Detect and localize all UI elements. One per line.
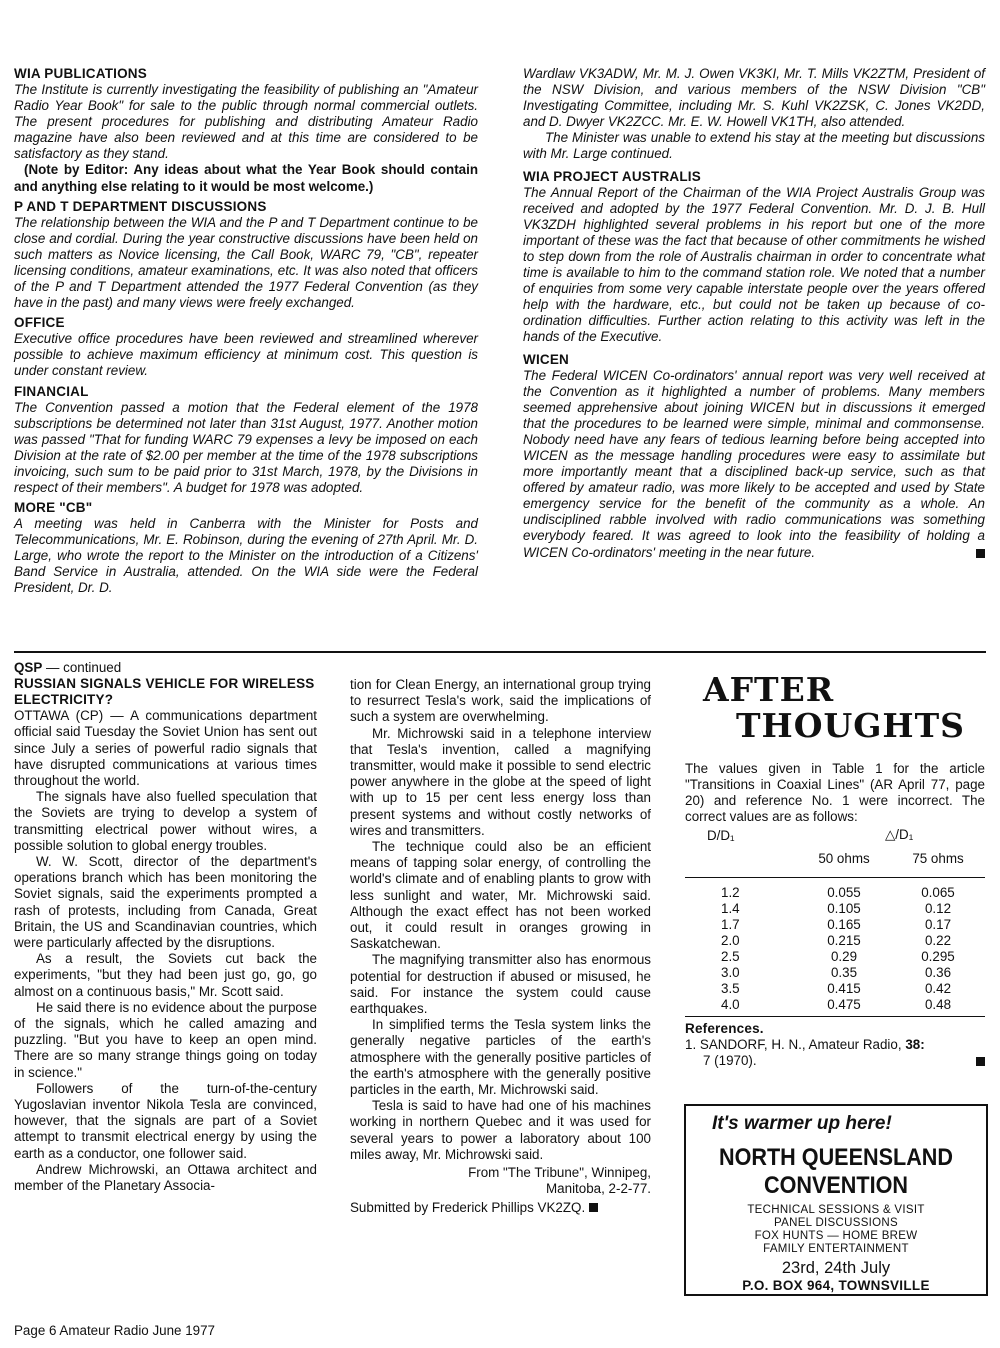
qsp-col1-paragraphs	[14, 708, 317, 1194]
ad-title-line2: CONVENTION	[763, 1172, 908, 1199]
ad-title-line1: NORTH QUEENSLAND	[718, 1144, 953, 1171]
ad-detail-2: PANEL DISCUSSIONS	[774, 1217, 898, 1229]
cell-d: 4.0	[721, 996, 740, 1012]
ref-text: SANDORF, H. N., Amateur Radio,	[699, 1037, 902, 1053]
ad-detail-3: FOX HUNTS — HOME BREW	[754, 1230, 918, 1242]
end-mark-icon	[589, 1203, 598, 1212]
cell-d: 2.5	[721, 948, 740, 964]
upper-left-column	[14, 66, 478, 597]
cell-75: 0.36	[924, 964, 952, 980]
end-mark-icon	[976, 549, 985, 558]
office-heading: OFFICE	[14, 315, 65, 331]
qsp-col2-paragraphs	[350, 677, 651, 1163]
ad-tagline: It's warmer up here!	[712, 1113, 892, 1134]
header-75: 75 ohms	[912, 851, 964, 867]
header-delta: △/D₁	[885, 827, 914, 843]
afterthoughts-title-line2: THOUGHTS	[735, 706, 965, 745]
wia-publications-heading: WIA PUBLICATIONS	[14, 66, 147, 81]
afterthoughts-title-line1: AFTER	[703, 670, 835, 709]
cell-d: 3.5	[721, 980, 740, 996]
header-d: D/D₁	[707, 827, 735, 843]
section-divider	[14, 651, 986, 653]
more-cb-body: A meeting was held in Canberra with the Minister for Posts and Telecommunications, Mr. E. Robinson, during the evening of 27th April. Mr. D. Large, who wrote the report to the Minister on the introduction of a Citizens' Band Service in Australia, attended. On the WIA side were the Federal President, Dr. D.	[14, 516, 478, 596]
values-table-body	[685, 878, 985, 1013]
more-cb-heading: MORE "CB"	[14, 500, 93, 516]
table-row	[685, 980, 985, 996]
qsp-col1-paragraph: Andrew Michrowski, an Ottawa architect and member of the Planetary Associa-	[14, 1161, 317, 1194]
upper-right-column	[523, 66, 985, 561]
qsp-col2-paragraph: The magnifying transmitter also has enormous potential for destruction if abused or misused, he said. For instance the system could cause earthquakes.	[350, 952, 651, 1017]
minister-paragraph: The Minister was unable to extend his stay at the meeting but discussions with Mr. Large continued.	[523, 130, 985, 162]
australis-heading: WIA PROJECT AUSTRALIS	[523, 168, 701, 184]
cell-50: 0.165	[827, 916, 861, 932]
financial-body: The Convention passed a motion that the Federal element of the 1978 subscriptions be determined not later than 31st August, 1977. Another motion was passed "That for funding WARC 79 expenses a levy be imposed on each Division at the rate of $2.00 per member at the time of the 1978 subscriptions invoicing, such sum to be paid prior to 31st March, 1978, by the Divisions in respect of their members". A budget for 1978 was adopted.	[14, 399, 478, 495]
header-50: 50 ohms	[818, 851, 870, 867]
reference-1-cont	[685, 1053, 985, 1069]
office-body: Executive office procedures have been reviewed and streamlined wherever possible to achieve maximum efficiency at minimum cost. This question is under constant review.	[14, 331, 478, 379]
qsp-col2-paragraph: Mr. Michrowski said in a telephone interview that Tesla's invention, called a magnifying transmitter, would make it possible to send electric power anywhere in the globe at the speed of light with up to 15 per cent less energy loss than present systems and without costly networks of wires and transmitters.	[350, 725, 651, 838]
qsp-col2-paragraph: In simplified terms the Tesla system links the generally negative particles of the earth's atmosphere with the generally positive particles of the earth's atmosphere with the generally positive particles in the earth, Mr. Michrowski said.	[350, 1017, 651, 1098]
submitted-line	[350, 1200, 651, 1216]
cell-50: 0.105	[827, 900, 861, 916]
qsp-col2-paragraph: The technique could also be an efficient means of tapping solar energy, of controlling the world's climate and of enabling plants to grow with less sunlight and water, Mr. Michrowski said. Although the exact effect has not been worked out, it could result in oranges growing in Saskatchewan.	[350, 839, 651, 952]
qsp-headline: RUSSIAN SIGNALS VEHICLE FOR WIRELESS ELECTRICITY?	[14, 676, 315, 708]
table-row	[685, 996, 985, 1012]
source-line-1: From "The Tribune", Winnipeg,	[468, 1165, 651, 1181]
qsp-label-line	[14, 660, 317, 676]
table-row	[685, 878, 985, 901]
cell-75: 0.295	[921, 948, 955, 964]
qsp-col1-paragraph: OTTAWA (CP) — A communications department official said Tuesday the Soviet Union has sent out since July a series of powerful radio signals that have disrupted communications at various times throughout the world.	[14, 708, 317, 789]
submitted-text: Submitted by Frederick Phillips VK2ZQ.	[350, 1199, 586, 1215]
australis-body: The Annual Report of the Chairman of the WIA Project Australis Group was received and adopted by the 1977 Federal Convention. Mr. D. J. B. Hull VK3ZDH highlighted several problems in his report but one of the more important of these was the fact that because of other commitments he wished to step down from the role of Australis chairman in order to concentrate what time is available to him to the command station role. We noted that a number of enquiries from some very capable interstate people over the years offered help with the hardware, etc., but could not be taken up because of co-ordination difficulties. Further action relating to this activity was left in the hands of the Executive.	[523, 184, 985, 345]
cell-d: 2.0	[721, 932, 740, 948]
references-heading: References.	[685, 1021, 764, 1037]
cell-50: 0.415	[827, 980, 861, 996]
table-row	[685, 932, 985, 948]
cell-50: 0.35	[830, 964, 858, 980]
cell-50: 0.215	[827, 932, 861, 948]
financial-heading: FINANCIAL	[14, 383, 89, 399]
qsp-column-2	[350, 677, 651, 1216]
wicen-body-text: The Federal WICEN Co-ordinators' annual report was very well received at the Convention as it highlighted a number of problems. Many members seemed apprehensive about joining WICEN but in discussions it emerged that the procedures to be learned were simple, minimal and commonsense. Nobody need have any fears of tedious learning before being accepted into WICEN as the message handling procedures were easy to assimilate but more importantly meant that a disciplined back-up service, such as that offered by amateur radio, was more likely to be accepted and used by State emergency service for the benefit of the community as a whole. An undisciplined rabble involved with radio communications was something everybody feared. It was agreed to look into the feasibility of holding a WICEN Co-ordinators' meeting in the near future.	[523, 367, 985, 560]
values-table	[685, 827, 985, 1012]
pandt-body: The relationship between the WIA and the P and T Department continue to be close and cordial. During the year constructive discussions have been held on such matters as Novice licensing, the Call Book, WARC 79, "CB", repeater licensing conditions, amateur examinations, etc. It was also noted that officers of the P and T Department attended the 1977 Federal Convention (as they have in the past) and many views were freely exchanged.	[14, 214, 478, 311]
wia-publications-body: The Institute is currently investigating the feasibility of publishing an "Amateur Radio Year Book" for sale to the public through normal commercial outlets. The present procedures for publishing and distributing Amateur Radio magazine have also been reviewed and at this time are considered to be satisfactory as they stand.	[14, 82, 478, 162]
ad-detail-1: TECHNICAL SESSIONS & VISIT	[747, 1204, 925, 1216]
ad-detail-4: FAMILY ENTERTAINMENT	[763, 1243, 909, 1255]
cell-75: 0.48	[924, 996, 952, 1012]
table-row	[685, 964, 985, 980]
qsp-label: QSP	[14, 660, 43, 675]
reference-1	[685, 1037, 985, 1053]
ref-page: 7 (1970).	[703, 1053, 757, 1069]
cell-75: 0.22	[924, 932, 952, 948]
qsp-col2-paragraph: Tesla is said to have had one of his machines working in northern Quebec and it was used for several years to power a laboratory about 100 miles away, Mr. Michrowski said.	[350, 1098, 651, 1162]
cell-50: 0.475	[827, 996, 861, 1012]
convention-advertisement	[684, 1104, 988, 1296]
cell-50: 0.29	[830, 948, 858, 964]
editor-note: (Note by Editor: Any ideas about what the Year Book should contain and anything else relating to it would be most welcome.)	[14, 162, 478, 194]
wicen-heading: WICEN	[523, 351, 569, 367]
ad-dates: 23rd, 24th July	[781, 1259, 891, 1277]
cell-d: 1.4	[721, 900, 740, 916]
cell-d: 1.7	[721, 916, 740, 932]
wicen-body	[523, 368, 985, 561]
pandt-heading: P AND T DEPARTMENT DISCUSSIONS	[14, 198, 267, 214]
cell-75: 0.42	[924, 980, 952, 996]
ref-volume: 38:	[905, 1037, 925, 1053]
table-row	[685, 948, 985, 964]
qsp-col1-paragraph: Followers of the turn-of-the-century Yugoslavian inventor Nikola Tesla are convinced, however, that the signals are part of a Soviet attempt to transmit electrical energy by using the earth as a conductor, one follower said.	[14, 1080, 317, 1161]
afterthoughts-intro: The values given in Table 1 for the article "Transitions in Coaxial Lines" (AR April 77, page 20) and reference No. 1 were incorrect. The correct values are as follows:	[685, 761, 985, 825]
qsp-col1-paragraph: The signals have also fuelled speculation that the Soviets are trying to develop a system of transmitting electrical power without wires, a possible solution to global energy troubles.	[14, 789, 317, 853]
table-row	[685, 900, 985, 916]
cell-50: 0.055	[827, 884, 861, 900]
qsp-col1-paragraph: W. W. Scott, director of the department's operations branch which has been monitoring the Soviet signals, said the experiments prompted a rash of protests, including from Canada, Great Britain, the US and Scandinavian countries, which were particularly affected by the disruptions.	[14, 854, 317, 951]
qsp-col1-paragraph: He said there is no evidence about the purpose of the signals, which he called amazing and puzzling. "But you have to keep an open mind. There are so many strange things going on today in science."	[14, 999, 317, 1080]
qsp-continued: — continued	[46, 660, 122, 675]
qsp-col1-paragraph: As a result, the Soviets cut back the experiments, "but they had been just go, go, go almost on a continuous basis," Mr. Scott said.	[14, 951, 317, 999]
qsp-column-1	[14, 660, 317, 1194]
ad-po-box: P.O. BOX 964, TOWNSVILLE	[742, 1278, 930, 1293]
more-cb-continued: Wardlaw VK3ADW, Mr. M. J. Owen VK3KI, Mr. T. Mills VK2ZTM, President of the NSW Division, and various members of the NSW Division "CB" Investigating Committee, including Mr. S. Kuhl VK2ZSK, C. Jones VK2DD, and D. Dwyer VK2ZCC. Mr. E. W. Howell VK1TH, also attended.	[523, 66, 985, 130]
cell-75: 0.17	[924, 916, 952, 932]
table-header-row-2	[685, 843, 985, 878]
qsp-col2-paragraph: tion for Clean Energy, an international group trying to resurrect Tesla's work, said the implications of such a system are overwhelming.	[350, 677, 651, 725]
cell-d: 1.2	[721, 884, 740, 900]
cell-75: 0.12	[924, 900, 952, 916]
table-row	[685, 916, 985, 932]
table-bottom-rule	[685, 1016, 985, 1017]
page-footer: Page 6 Amateur Radio June 1977	[14, 1323, 216, 1338]
ref-number: 1.	[685, 1037, 697, 1053]
cell-d: 3.0	[721, 964, 740, 980]
cell-75: 0.065	[921, 884, 955, 900]
table-header-row-1	[685, 827, 985, 843]
source-line-2: Manitoba, 2-2-77.	[546, 1181, 651, 1197]
afterthoughts-column	[685, 672, 985, 1070]
end-mark-icon	[976, 1057, 985, 1066]
